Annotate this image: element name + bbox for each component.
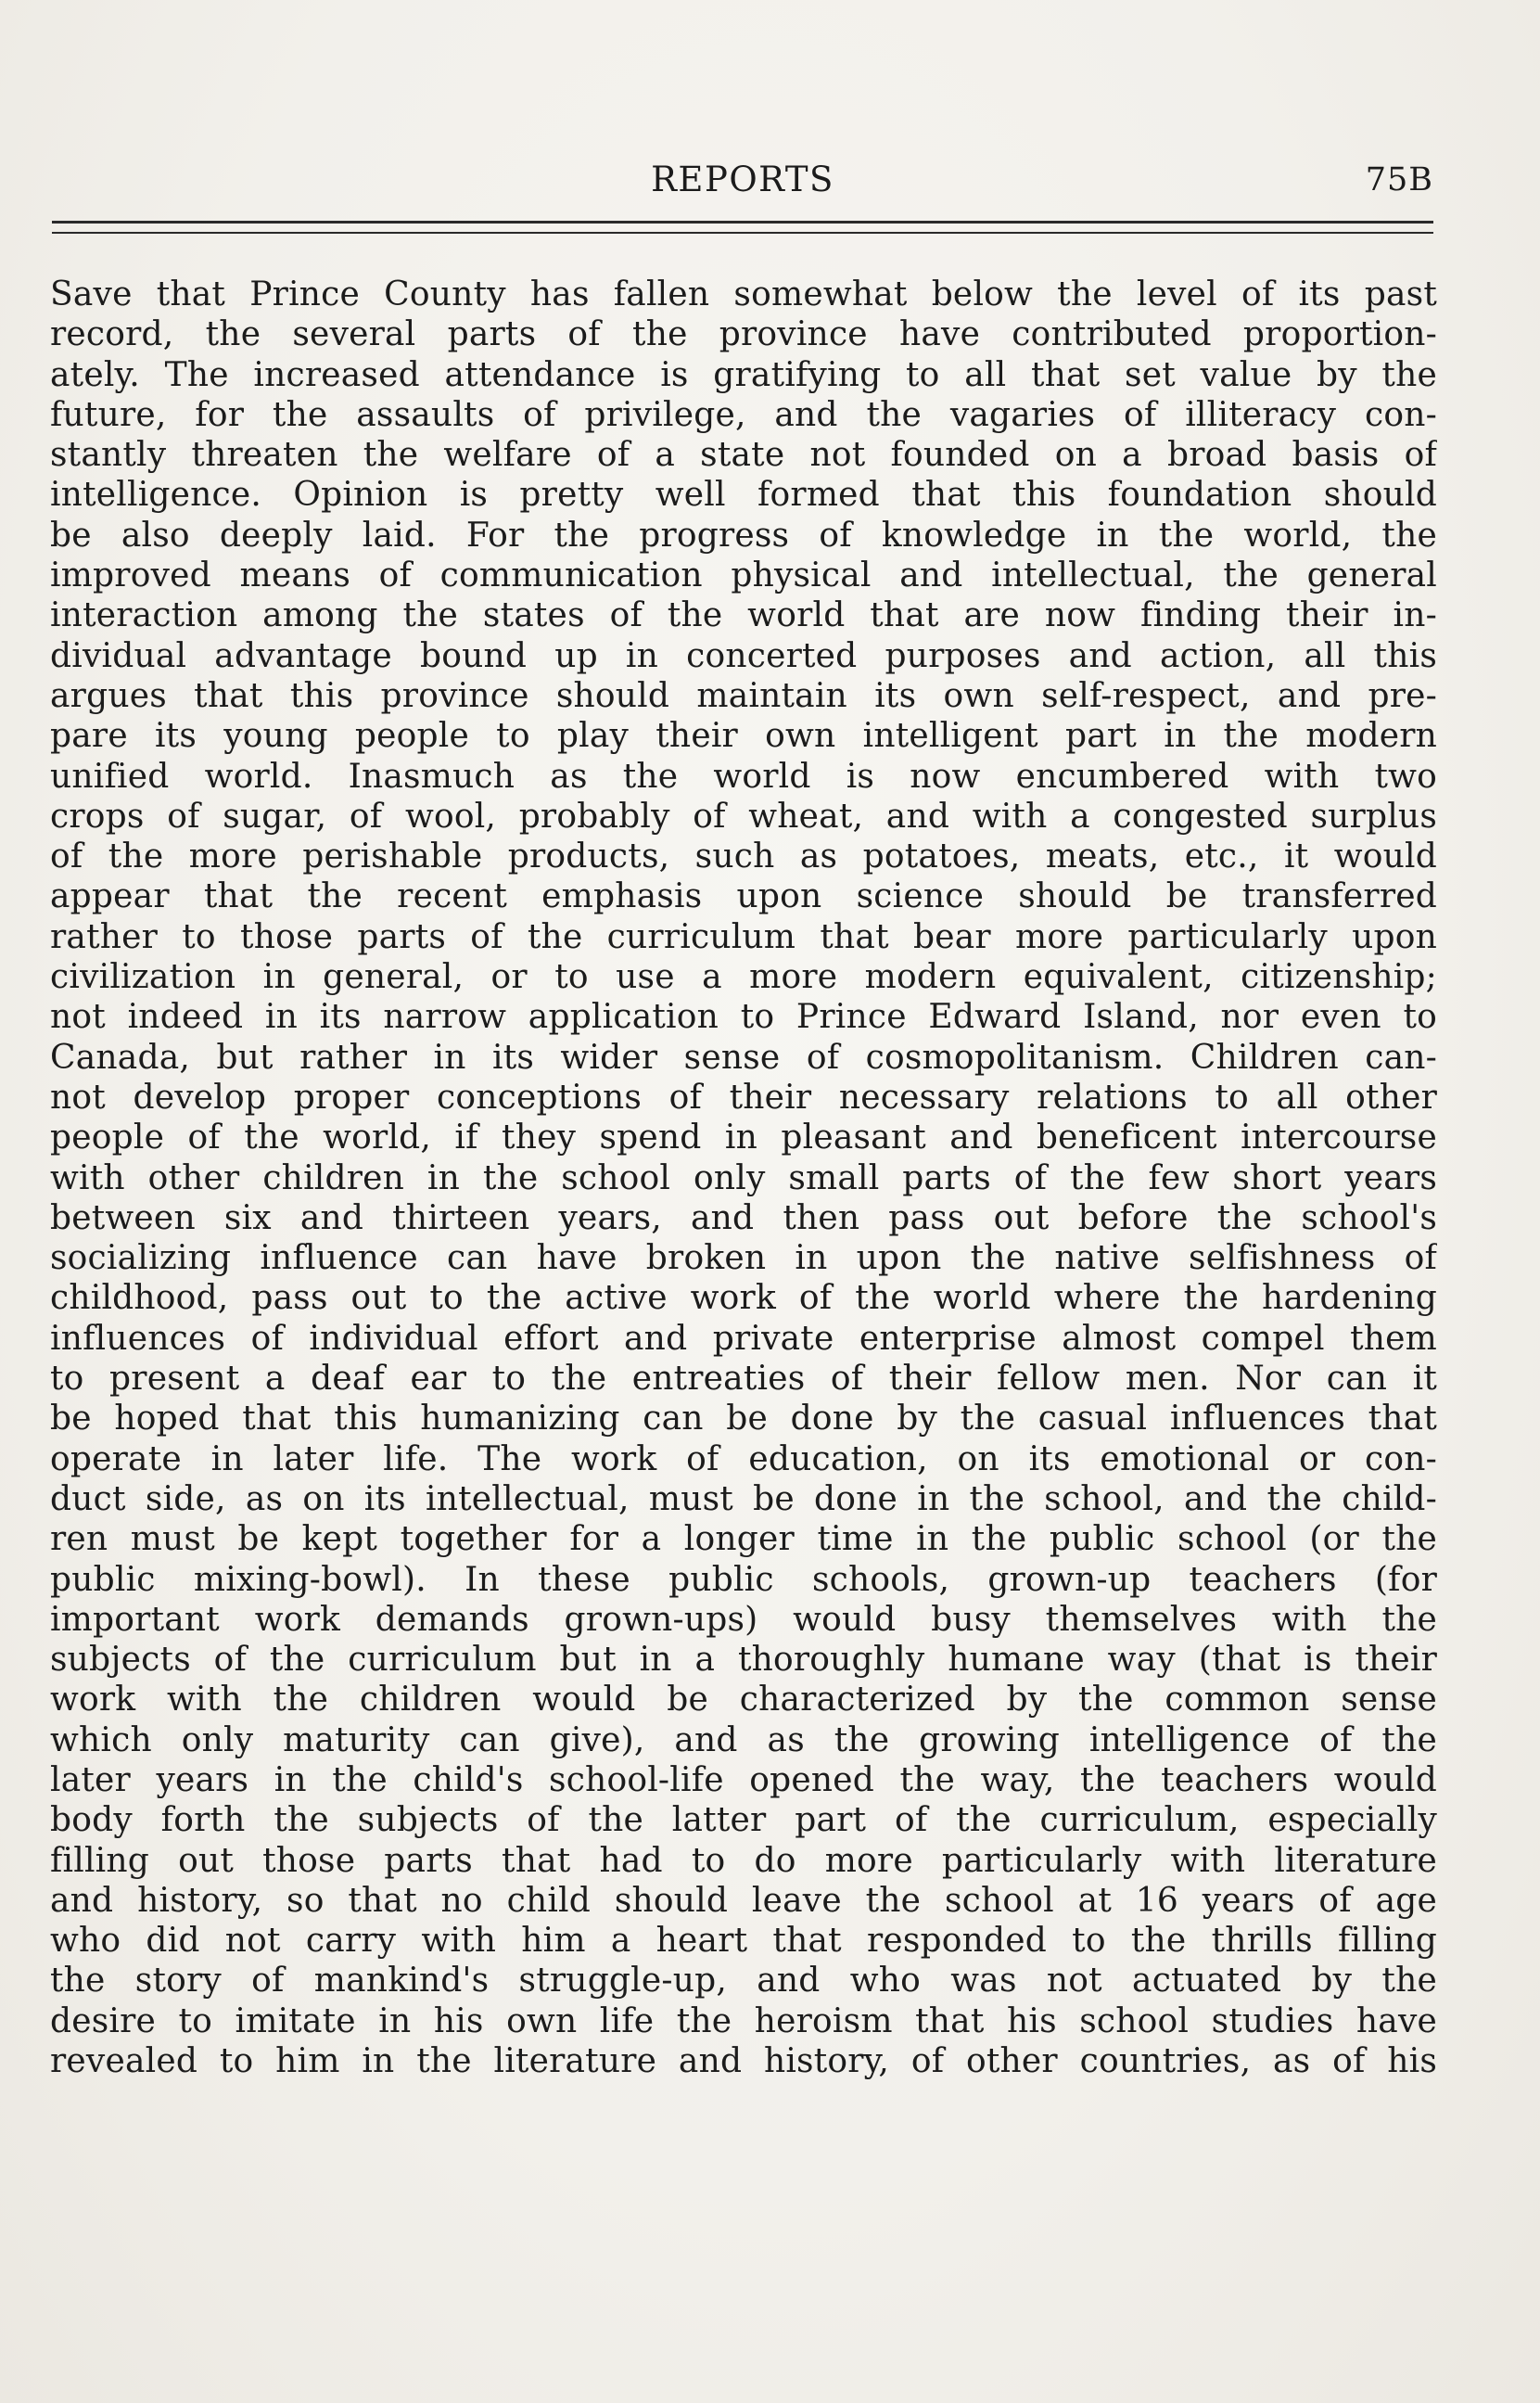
text-line: unified world. Inasmuch as the world is now encumbered with two: [50, 757, 1437, 796]
text-line: to present a deaf ear to the entreaties of their fellow men. Nor can it: [50, 1360, 1437, 1399]
text-line: people of the world, if they spend in pleasant and beneficent intercourse: [50, 1118, 1437, 1157]
text-line: influences of individual effort and private enterprise almost compel them: [50, 1319, 1437, 1358]
header-rule-top: [52, 221, 1433, 224]
text-line: Canada, but rather in its wider sense of cosmopolitanism. Children can-: [50, 1038, 1437, 1077]
text-line: record, the several parts of the province have contributed proportion-: [50, 315, 1437, 354]
text-line: operate in later life. The work of education, on its emotional or con-: [50, 1439, 1437, 1478]
text-line: dividual advantage bound up in concerted purposes and action, all this: [50, 636, 1437, 675]
text-line: important work demands grown-ups) would busy themselves with the: [50, 1600, 1437, 1639]
text-line: and history, so that no child should leave the school at 16 years of age: [50, 1881, 1437, 1920]
text-line: interaction among the states of the world that are now finding their in-: [50, 596, 1437, 635]
text-line: future, for the assaults of privilege, and the vagaries of illiteracy con-: [50, 395, 1437, 434]
text-line: revealed to him in the literature and history, of other countries, as of his: [50, 2042, 1437, 2081]
text-line: work with the children would be characterized by the common sense: [50, 1681, 1437, 1719]
text-line: later years in the child's school-life opened the way, the teachers would: [50, 1760, 1437, 1799]
text-line: stantly threaten the welfare of a state not founded on a broad basis of: [50, 436, 1437, 475]
text-line: between six and thirteen years, and then pass out before the school's: [50, 1198, 1437, 1237]
text-line: which only maturity can give), and as the growing intelligence of the: [50, 1720, 1437, 1759]
text-line: subjects of the curriculum but in a thoroughly humane way (that is their: [50, 1641, 1437, 1680]
text-line: intelligence. Opinion is pretty well formed that this foundation should: [50, 476, 1437, 515]
text-line: socializing influence can have broken in upon the native selfishness of: [50, 1239, 1437, 1278]
text-line: desire to imitate in his own life the heroism that his school studies have: [50, 2001, 1437, 2040]
header-rule-bottom: [52, 232, 1433, 234]
text-line: childhood, pass out to the active work of the world where the hardening: [50, 1279, 1437, 1318]
text-line: body forth the subjects of the latter part of the curriculum, especially: [50, 1801, 1437, 1840]
text-line: ren must be kept together for a longer time in the public school (or the: [50, 1520, 1437, 1559]
text-line: Save that Prince County has fallen somewhat below the level of its past: [50, 275, 1437, 313]
text-line: ately. The increased attendance is gratifying to all that set value by the: [50, 355, 1437, 394]
text-line: crops of sugar, of wool, probably of wheat, and with a congested surplus: [50, 797, 1437, 836]
text-line: duct side, as on its intellectual, must be done in the school, and the child-: [50, 1479, 1437, 1518]
text-line: not indeed in its narrow application to Prince Edward Island, nor even to: [50, 998, 1437, 1037]
page-header: [52, 156, 1433, 204]
text-line: who did not carry with him a heart that responded to the thrills filling: [50, 1922, 1437, 1961]
text-line: be also deeply laid. For the progress of knowledge in the world, the: [50, 516, 1437, 555]
text-line: filling out those parts that had to do more particularly with literature: [50, 1841, 1437, 1880]
text-line: argues that this province should maintain its own self-respect, and pre-: [50, 676, 1437, 715]
text-line: rather to those parts of the curriculum that bear more particularly upon: [50, 917, 1437, 956]
text-line: appear that the recent emphasis upon science should be transferred: [50, 877, 1437, 916]
text-line: public mixing-bowl). In these public schools, grown-up teachers (for: [50, 1560, 1437, 1599]
text-line: pare its young people to play their own intelligent part in the modern: [50, 717, 1437, 756]
text-line: be hoped that this humanizing can be done by the casual influences that: [50, 1400, 1437, 1438]
page-number: 75B: [1365, 161, 1433, 198]
text-line: not develop proper conceptions of their necessary relations to all other: [50, 1078, 1437, 1117]
text-line: improved means of communication physical and intellectual, the general: [50, 556, 1437, 595]
text-line: with other children in the school only small parts of the few short years: [50, 1158, 1437, 1197]
text-line: of the more perishable products, such as potatoes, meats, etc., it would: [50, 837, 1437, 876]
body-text: [50, 275, 1437, 2081]
text-line: the story of mankind's struggle-up, and who was not actuated by the: [50, 1962, 1437, 2000]
running-head: REPORTS: [651, 160, 834, 199]
text-line: civilization in general, or to use a more modern equivalent, citizenship;: [50, 958, 1437, 997]
